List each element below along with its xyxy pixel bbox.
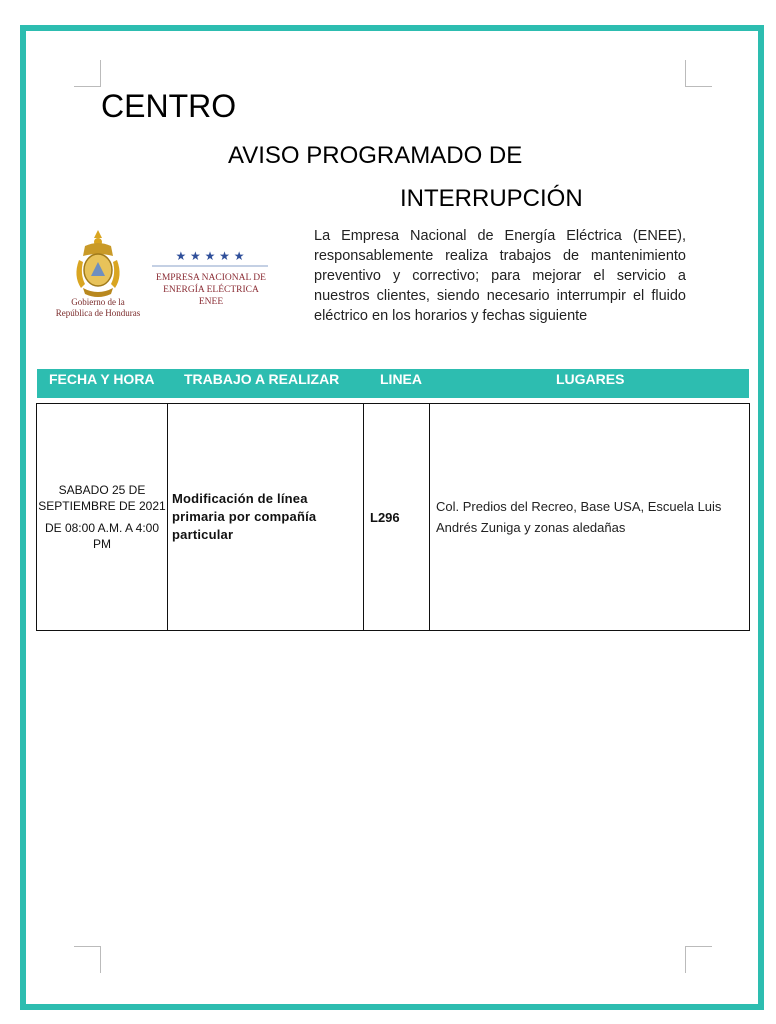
date-cell [37, 404, 168, 631]
crop-mark-bottom-left [74, 946, 101, 973]
time-text: DE 08:00 A.M. A 4:00 PM [44, 521, 160, 551]
line-cell: L296 [364, 404, 430, 631]
places-cell: Col. Predios del Recreo, Base USA, Escuela Luis Andrés Zuniga y zonas aledañas [430, 404, 750, 631]
crop-mark-top-right [685, 60, 712, 87]
table-row [37, 404, 750, 631]
interruption-table [36, 403, 750, 631]
enee-logo-text: EMPRESA NACIONAL DE ENERGÍA ELÉCTRICA ENEE [156, 273, 266, 307]
crop-mark-bottom-right [685, 946, 712, 973]
notice-title-line2: INTERRUPCIÓN [400, 185, 583, 212]
svg-text:★ ★ ★ ★ ★: ★ ★ ★ ★ ★ [175, 249, 245, 263]
intro-paragraph: La Empresa Nacional de Energía Eléctrica (ENEE), responsablemente realiza trabajos de mantenimiento preventivo y correctivo; para mejorar el servicio a nuestros clientes, siendo necesario interrumpir el fluido eléctrico en los horarios y fechas siguiente [314, 228, 686, 324]
enee-stars-icon [150, 245, 270, 267]
header-fecha-hora: FECHA Y HORA [49, 371, 155, 387]
work-cell: Modificación de línea primaria por compañía particular [168, 404, 364, 631]
gov-logo-text: Gobierno de la República de Honduras [55, 297, 141, 318]
date-text: SABADO 25 DE SEPTIEMBRE DE 2021 [38, 483, 166, 513]
header-lugares: LUGARES [556, 371, 625, 387]
header-trabajo: TRABAJO A REALIZAR [184, 371, 340, 387]
crop-mark-top-left [74, 60, 101, 87]
region-title: CENTRO [101, 88, 237, 124]
table-header-bar [37, 369, 749, 398]
notice-title-line1: AVISO PROGRAMADO DE [228, 142, 523, 169]
header-linea: LINEA [380, 371, 422, 387]
